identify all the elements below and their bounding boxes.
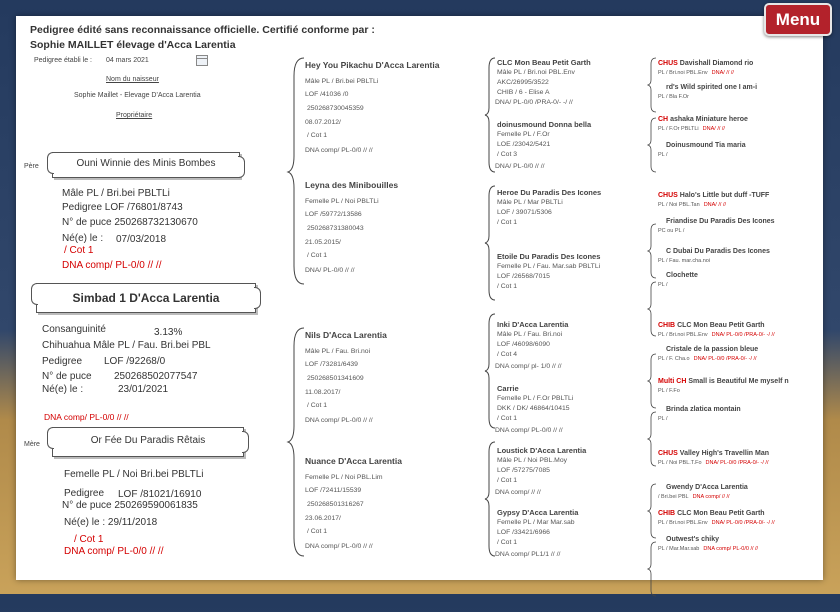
- dam-name: Or Fée Du Paradis Rêtais: [52, 427, 244, 457]
- gen4-name-row: [658, 116, 748, 123]
- gen4-detail-row: [658, 356, 757, 362]
- gen4-name: CLC Mon Beau Petit Garth: [675, 322, 765, 329]
- sire-cot: / Cot 1: [64, 245, 94, 256]
- gen4-dna: DNA/ // //: [711, 70, 734, 76]
- gen4-name: ashaka Miniature heroe: [668, 116, 748, 123]
- gen4-name: Brinda zlatica montain: [666, 406, 741, 413]
- gen4-title: CH: [658, 116, 669, 123]
- gen4-detail-row: [658, 388, 680, 394]
- gen4-name: Doinusmound Tia maria: [666, 142, 746, 149]
- gen4-name-row: [658, 510, 765, 517]
- dam-born: Né(e) le : 29/11/2018: [64, 517, 158, 528]
- gen4-detail-row: [658, 258, 710, 264]
- gen3-cot: / Cot 1: [497, 415, 518, 422]
- gen2-dna: DNA/ PL-0/0 // //: [305, 267, 355, 274]
- gen4-detail: PL /: [658, 416, 668, 422]
- gen4-detail: PL /: [658, 282, 668, 288]
- gen2-dna: DNA comp/ PL-0/0 // //: [305, 543, 373, 550]
- brace-gen3-4: [483, 440, 497, 558]
- breeder-label: Nom du naisseur: [106, 76, 159, 83]
- gen4-name-row: [658, 450, 769, 457]
- gen2-cot: / Cot 1: [307, 402, 328, 409]
- brace-gen3-2: [483, 184, 497, 302]
- inbreeding-label: Consanguinité: [42, 324, 106, 335]
- gen4-name: Cristale de la passion bleue: [666, 346, 759, 353]
- gen4-detail: PC ou PL /: [658, 228, 685, 234]
- gen3-registry: AKC/26995/3522: [497, 79, 549, 86]
- dam-chip: N° de puce 250269590061835: [62, 500, 198, 511]
- gen4-detail-row: [658, 228, 684, 234]
- gen3-registry: LOF /33421/6966: [497, 529, 550, 536]
- sire-chip: N° de puce 250268732130670: [62, 217, 198, 228]
- gen2-name: Nuance D'Acca Larentia: [305, 456, 402, 466]
- gen2-born: 21.05.2015/: [305, 239, 341, 246]
- gen4-detail: PL / Noi PBL.T.Fo: [658, 460, 702, 466]
- gen4-detail: PL / F.Fo: [658, 388, 680, 394]
- breeder-line: Sophie MAILLET élevage d'Acca Larentia: [30, 39, 236, 51]
- gen2-name: Hey You Pikachu D'Acca Larentia: [305, 60, 440, 70]
- gen2-detail: Femelle PL / Noi PBLTLi: [305, 198, 379, 205]
- gen4-detail-row: [658, 282, 668, 288]
- gen3-registry: DKK / DK/ 46864/10415: [497, 405, 570, 412]
- gen4-dna: DNA/ // //: [702, 126, 725, 132]
- gen3-detail: Mâle PL / Bri.noi PBL.Env: [497, 69, 575, 76]
- subject-pedigree-label: Pedigree: [42, 356, 83, 367]
- gen3-cot: / Cot 1: [497, 477, 518, 484]
- gen4-name: Small is Beautiful Me myself n: [686, 378, 789, 385]
- gen2-born: 08.07.2012/: [305, 119, 341, 126]
- gen4-detail-row: [658, 332, 775, 338]
- gen3-detail: Mâle PL / Mar PBLTLi: [497, 199, 563, 206]
- subject-pedigree: LOF /92268/0: [104, 356, 166, 367]
- gen2-detail: Femelle PL / Noi PBL.Lim: [305, 474, 383, 481]
- gen4-name-row: [658, 142, 746, 149]
- gen3-dna: DNA/ PL-0/0 // //: [495, 163, 545, 170]
- brace-gen2-bottom: [286, 326, 306, 558]
- gen4-detail: PL / F. Cha.o: [658, 356, 690, 362]
- gen4-name: Valley High's Travellin Man: [677, 450, 769, 457]
- gen3-cot: / Cot 1: [497, 219, 518, 226]
- gen2-registry: LOF /41036 /0: [305, 91, 349, 98]
- gen2-dna: DNA comp/ PL-0/0 // //: [305, 147, 373, 154]
- brace-gen4-column: [647, 56, 657, 612]
- sire-sex-breed: Mâle PL / Bri.bei PBLTLi: [62, 188, 170, 199]
- sire-dna: DNA comp/ PL-0/0 // //: [62, 260, 162, 271]
- gen4-name-row: [658, 484, 748, 491]
- gen3-detail: Mâle PL / Fau. Bri.noi: [497, 331, 563, 338]
- menu-button[interactable]: Menu: [764, 3, 832, 36]
- gen3-name: Loustick D'Acca Larentia: [497, 446, 587, 455]
- gen2-chip: 250268501341609: [307, 375, 364, 382]
- gen4-detail: / Bri.bei PBL: [658, 494, 689, 500]
- gen2-chip: 250268731380043: [307, 225, 364, 232]
- gen2-cot: / Cot 1: [307, 528, 328, 535]
- gen3-dna: DNA comp/ pl- 1/0 // //: [495, 363, 562, 370]
- gen4-title: CHUS: [658, 60, 678, 67]
- gen4-name-row: [658, 346, 758, 353]
- gen4-dna: DNA comp/ // //: [692, 494, 730, 500]
- gen4-dna: DNA/ PL-0/0 /PRA-0/- -/ //: [711, 520, 775, 526]
- gen4-detail-row: [658, 152, 668, 158]
- gen4-title: Multi CH: [658, 378, 687, 385]
- gen2-chip: 250268730045359: [307, 105, 364, 112]
- gen3-name: Gypsy D'Acca Larentia: [497, 508, 579, 517]
- gen3-registry: LOF /26568/7015: [497, 273, 550, 280]
- gen4-detail: PL / Bla F.Or: [658, 94, 689, 100]
- dam-pedigree: LOF /81021/16910: [118, 489, 202, 500]
- gen4-name: CLC Mon Beau Petit Garth: [675, 510, 765, 517]
- gen3-name: Inki D'Acca Larentia: [497, 320, 569, 329]
- sire-born-label: Né(e) le :: [62, 233, 104, 244]
- gen3-registry: LOF /46098/6090: [497, 341, 550, 348]
- gen4-name-row: [658, 84, 757, 91]
- gen3-cot: / Cot 4: [497, 351, 518, 358]
- gen4-name-row: [658, 536, 719, 543]
- gen3-cot: / Cot 1: [497, 539, 518, 546]
- gen4-detail: PL / Noi PBL.Tan: [658, 202, 700, 208]
- gen4-detail-row: [658, 416, 668, 422]
- gen3-detail: Femelle PL / F.Or PBLTLi: [497, 395, 574, 402]
- gen4-dna: DNA/ PL-0/0 /PRA-0/- -/ //: [711, 332, 775, 338]
- gen3-cot: / Cot 3: [497, 151, 518, 158]
- certification-line: Pedigree édité sans reconnaissance officielle. Certifié conforme par :: [30, 24, 375, 36]
- gen3-dna: DNA comp/ // //: [495, 489, 541, 496]
- owner-label: Propriétaire: [116, 112, 153, 119]
- subject-breed: Chihuahua Mâle PL / Fau. Bri.bei PBL: [42, 340, 211, 351]
- gen4-name: Gwendy D'Acca Larentia: [666, 484, 748, 491]
- gen4-detail: PL / F.Or PBLTLi: [658, 126, 699, 132]
- dam-sex-breed: Femelle PL / Noi Bri.bei PBLTLi: [64, 469, 204, 480]
- gen4-name-row: [658, 60, 753, 67]
- subject-dna: DNA comp/ PL-0/0 // //: [44, 412, 129, 422]
- inbreeding-value: 3.13%: [154, 327, 183, 338]
- gen2-registry: LOF /59772/13586: [305, 211, 362, 218]
- gen4-title: CHUS: [658, 192, 678, 199]
- gen4-dna: DNA/ // //: [703, 202, 726, 208]
- breeder-value: Sophie Maillet - Elevage D'Acca Larentia: [74, 92, 201, 99]
- gen2-detail: Mâle PL / Fau. Bri.noi: [305, 348, 371, 355]
- gen4-detail-row: [658, 126, 725, 132]
- gen3-dna: DNA comp/ PL1/1 // //: [495, 551, 561, 558]
- gen3-dna: DNA comp/ PL-0/0 // //: [495, 427, 563, 434]
- gen4-detail-row: [658, 202, 726, 208]
- gen3-name: doinusmound Donna bella: [497, 120, 592, 129]
- gen3-detail: Mâle PL / Noi PBL.Moy: [497, 457, 568, 464]
- brace-gen2-top: [286, 56, 306, 286]
- gen2-name: Leyna des Minibouilles: [305, 180, 399, 190]
- subject-chip-label: N° de puce: [42, 371, 92, 382]
- gen3-dna: DNA/ PL-0/0 /PRA-0/- -/ //: [495, 99, 573, 106]
- gen4-title: CHUS: [658, 450, 678, 457]
- gen2-registry: LOF /73281/6439: [305, 361, 358, 368]
- gen3-registry: LOF / 39071/5306: [497, 209, 552, 216]
- gen3-name: Heroe Du Paradis Des Icones: [497, 188, 602, 197]
- gen4-detail: PL / Bri.noi PBL.Env: [658, 70, 708, 76]
- gen4-detail: PL /: [658, 152, 668, 158]
- gen3-name: Etoile Du Paradis Des Icones: [497, 252, 601, 261]
- gen2-chip: 250268501316267: [307, 501, 364, 508]
- sire-name: Ouni Winnie des Minis Bombes: [52, 152, 240, 178]
- gen4-name: Outwest's chiky: [666, 536, 720, 543]
- date-value: 04 mars 2021: [106, 57, 149, 64]
- gen4-detail: PL / Mar.Mar.sab: [658, 546, 700, 552]
- gen4-name-row: [658, 192, 769, 199]
- gen4-detail: PL / Bri.noi PBL.Env: [658, 332, 708, 338]
- gen3-name: Carrie: [497, 384, 519, 393]
- gen4-dna: DNA comp/ PL-0/0 // //: [703, 546, 759, 552]
- subject-born: 23/01/2021: [118, 384, 169, 395]
- dam-pedigree-label: Pedigree: [64, 488, 105, 499]
- sire-pedigree: Pedigree LOF /76801/8743: [62, 202, 183, 213]
- subject-chip: 250268502077547: [114, 371, 198, 382]
- sire-born: 07/03/2018: [116, 234, 167, 245]
- gen4-detail-row: [658, 70, 734, 76]
- gen2-registry: LOF /72411/15539: [305, 487, 362, 494]
- gen4-detail-row: [658, 520, 775, 526]
- subject-name: Simbad 1 D'Acca Larentia: [36, 283, 256, 313]
- gen4-name-row: [658, 272, 698, 279]
- gen3-cot: / Cot 1: [497, 283, 518, 290]
- dam-cot: / Cot 1: [74, 534, 104, 545]
- gen3-title: CHIB / 6 - Elise A: [497, 89, 550, 96]
- calendar-icon[interactable]: [196, 55, 208, 66]
- gen2-cot: / Cot 1: [307, 252, 328, 259]
- sire-role: Père: [24, 163, 39, 170]
- gen4-name: Halo's Little but duff -TUFF: [677, 192, 770, 199]
- dam-dna: DNA comp/ PL-0/0 // //: [64, 546, 164, 557]
- gen2-detail: Mâle PL / Bri.bei PBLTLi: [305, 78, 379, 85]
- gen4-name-row: [658, 322, 765, 329]
- gen3-registry: LOE /23042/5421: [497, 141, 551, 148]
- gen4-title: CHIB: [658, 510, 676, 517]
- gen3-registry: LOF /57275/7085: [497, 467, 550, 474]
- gen2-born: 23.06.2017/: [305, 515, 341, 522]
- gen4-dna: DNA/ PL-0/0 /PRA-0/- -/ //: [693, 356, 757, 362]
- gen4-detail: PL / Fau. mar.cha.noi: [658, 258, 711, 264]
- gen4-detail: PL / Bri.noi PBL.Env: [658, 520, 708, 526]
- gen4-name: Clochette: [666, 272, 698, 279]
- pedigree-sheet: [16, 16, 823, 580]
- gen4-name-row: [658, 406, 741, 413]
- gen4-name-row: [658, 378, 789, 385]
- gen3-detail: Femelle PL / Mar Mar.sab: [497, 519, 575, 526]
- gen2-dna: DNA comp/ PL-0/0 // //: [305, 417, 373, 424]
- date-label: Pedigree établi le :: [34, 57, 92, 64]
- gen2-born: 11.08.2017/: [305, 389, 341, 396]
- gen4-detail-row: [658, 494, 730, 500]
- gen4-detail-row: [658, 546, 758, 552]
- brace-gen3-1: [483, 56, 497, 174]
- gen4-name-row: [658, 218, 775, 225]
- gen2-name: Nils D'Acca Larentia: [305, 330, 387, 340]
- gen4-detail-row: [658, 460, 768, 466]
- gen3-detail: Femelle PL / Fau. Mar.sab PBLTLi: [497, 263, 601, 270]
- gen4-detail-row: [658, 94, 689, 100]
- dam-role: Mère: [24, 441, 40, 448]
- gen4-name: Friandise Du Paradis Des Icones: [666, 218, 775, 225]
- gen3-detail: Femelle PL / F.Or: [497, 131, 550, 138]
- gen4-name: rd's Wild spirited one I am-i: [666, 84, 758, 91]
- brace-gen3-3: [483, 312, 497, 430]
- gen4-name: Davishall Diamond rio: [677, 60, 754, 67]
- gen2-cot: / Cot 1: [307, 132, 328, 139]
- gen4-title: CHIB: [658, 322, 676, 329]
- subject-born-label: Né(e) le :: [42, 384, 84, 395]
- gen4-dna: DNA/ PL-0/0 /PRA-0/- -/ //: [705, 460, 769, 466]
- gen3-name: CLC Mon Beau Petit Garth: [497, 58, 591, 67]
- gen4-name: C Dubai Du Paradis Des Icones: [666, 248, 770, 255]
- gen4-name-row: [658, 248, 770, 255]
